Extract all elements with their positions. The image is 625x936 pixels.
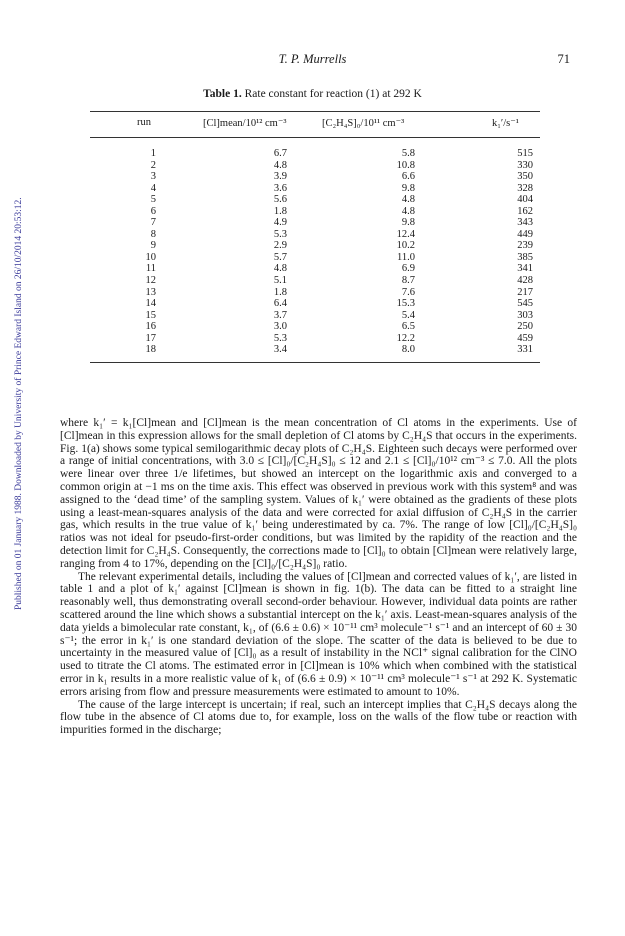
table-cell: 4.8 (273, 159, 287, 171)
table-title: Rate constant for reaction (1) at 292 K (244, 88, 422, 100)
table-row (90, 321, 540, 333)
paragraph: The cause of the large intercept is uncertain; if real, such an intercept implies that C₂H₄S decays along the flow tube in the absence of Cl atoms due to, for example, loss on the walls of the flow tube or reaction with impurities formed in the discharge; (60, 698, 577, 737)
table-cell: 303 (517, 309, 533, 321)
table-label: Table 1. (203, 88, 242, 100)
table-row (90, 287, 540, 299)
table-cell: 9 (150, 240, 156, 252)
table-cell: 350 (517, 171, 533, 183)
table-cell: 1 (150, 148, 156, 159)
download-notice (3, 50, 24, 610)
running-header-author: T. P. Murrells (278, 52, 347, 66)
table-cell: 162 (517, 205, 533, 217)
table-row (90, 333, 540, 345)
table-cell: 12.2 (396, 332, 415, 344)
table-cell: 3.4 (273, 344, 287, 356)
table-cell: 17 (145, 332, 156, 344)
table-row (90, 206, 540, 218)
table-body (90, 148, 540, 356)
table-cell: 428 (517, 275, 533, 287)
table-cell: 13 (145, 286, 156, 298)
table-row (90, 217, 540, 229)
table-cell: 6.6 (401, 171, 415, 183)
table-row (90, 310, 540, 322)
table-cell: 6.4 (273, 298, 287, 310)
table-row (90, 160, 540, 172)
table-cell: 3.6 (273, 182, 287, 194)
table-cell: 515 (517, 148, 533, 159)
table-cell: 2.9 (273, 240, 287, 252)
table-cell: 6.5 (401, 321, 415, 333)
table-cell: 250 (517, 321, 533, 333)
table-top-rule (90, 111, 540, 112)
table-cell: 341 (517, 263, 533, 275)
table-row (90, 252, 540, 264)
table-cell: 5.7 (273, 251, 287, 263)
table-cell: 6 (150, 205, 156, 217)
table-cell: 5.1 (273, 275, 287, 287)
table-bottom-rule (90, 362, 540, 363)
col-header-run: run (137, 117, 151, 128)
table-cell: 16 (145, 321, 156, 333)
table-cell: 1.8 (273, 286, 287, 298)
paragraph: The relevant experimental details, including the values of [Cl]mean and corrected values of k₁′, are listed in table 1 and a plot of k₁′ against [Cl]mean is shown in fig. 1(b). The data can be fitted to a straight line reasonably well, thus demonstrating overall second-order behaviour. However, individual data points are rather scattered around the line which shows a substantial intercept on the k₁′ axis. Least-mean-squares analysis of the data yields a bimolecular rate constant, k₁, of (6.6 ± 0.6) × 10⁻¹¹ cm³ molecule⁻¹ s⁻¹ and an intercept of 60 ± 30 s⁻¹; the error in k₁′ is one standard deviation of the slope. The scatter of the data is believed to be due to uncertainty in the measured value of [Cl]₀ as a result of instability in the NCl⁺ signal calibration for the ClNO used to titrate the Cl atoms. The estimated error in [Cl]mean is 10% which when combined with the statistical error in k₁ results in a more realistic value of k₁ of (6.6 ± 0.9) × 10⁻¹¹ cm³ molecule⁻¹ s⁻¹ at 292 K. Systematic errors arising from flow and pressure measurements were estimated to amount to 10%. (60, 570, 577, 698)
page-number: 71 (557, 52, 570, 66)
table-cell: 330 (517, 159, 533, 171)
table-row (90, 229, 540, 241)
table-cell: 11.0 (397, 251, 415, 263)
table-cell: 328 (517, 182, 533, 194)
table-cell: 3.7 (273, 309, 287, 321)
table-row (90, 148, 540, 160)
table-cell: 18 (145, 344, 156, 356)
table-cell: 3.9 (273, 171, 287, 183)
table-cell: 10 (145, 251, 156, 263)
table-cell: 5.4 (401, 309, 415, 321)
table-cell: 545 (517, 298, 533, 310)
col-header-cl-mean: [Cl]mean/10¹² cm⁻³ (203, 118, 287, 129)
table-row (90, 240, 540, 252)
table-cell: 12 (145, 275, 156, 287)
table-caption (0, 88, 625, 100)
table-cell: 3.0 (273, 321, 287, 333)
table-cell: 14 (145, 298, 156, 310)
table-cell: 10.8 (396, 159, 415, 171)
table-cell: 404 (517, 194, 533, 206)
table-cell: 12.4 (396, 228, 415, 240)
table-cell: 5.3 (273, 332, 287, 344)
table-cell: 7 (150, 217, 156, 229)
table-cell: 5.8 (401, 148, 415, 159)
paragraph: where k₁′ = k₁[Cl]mean and [Cl]mean is the mean concentration of Cl atoms in the experiments. Use of [Cl]mean in this expression allows for the small depletion of Cl atoms by C₂H₄S that occurs in the experiments. Fig. 1(a) shows some typical semilogarithmic decay plots of C₂H₄S. Eighteen such decays were performed over a range of initial concentrations, with 3.0 ≤ [Cl]₀/[C₂H₄S]₀ ≤ 12 and 2.1 ≤ [Cl]₀/10¹² cm⁻³ ≤ 7.0. All the plots were linear over three 1/e lifetimes, but showed an intercept on the logarithmic axis and converged to a common origin at −1 ms on the time axis. This effect was observed in previous work with this system⁸ and was assigned to the ‘dead time’ of the sampling system. Values of k₁′ were obtained as the gradients of these plots using a least-mean-squares analysis of the data and were corrected for axial diffusion of C₂H₄S in the carrier gas, which results in the true value of k₁′ being underestimated by ca. 7%. The range of low [Cl]₀/[C₂H₄S]₀ ratios was not ideal for pseudo-first-order conditions, but was limited by the rapidity of the reaction and the detection limit for C₂H₄S. Consequently, the corrections made to [Cl]₀ to obtain [Cl]mean were relatively large, ranging from 4 to 17%, depending on the [Cl]₀/[C₂H₄S]₀ ratio. (60, 417, 577, 570)
table-cell: 217 (517, 286, 533, 298)
table-cell: 10.2 (396, 240, 415, 252)
table-cell: 459 (517, 332, 533, 344)
download-notice-text: Published on 01 January 1988. Downloaded by University of Prince Edward Island on 26/10/2014 20:53:12. (14, 197, 24, 610)
body-text (60, 417, 577, 737)
table-cell: 4.8 (401, 205, 415, 217)
table-row (90, 275, 540, 287)
table-cell: 2 (150, 159, 156, 171)
table-cell: 9.8 (401, 217, 415, 229)
table-cell: 4 (150, 182, 156, 194)
table-row (90, 263, 540, 275)
table-cell: 239 (517, 240, 533, 252)
table-cell: 8.7 (401, 275, 415, 287)
table-header-rule (90, 137, 540, 138)
table-cell: 4.8 (273, 263, 287, 275)
table-cell: 5.6 (273, 194, 287, 206)
table-cell: 8.0 (401, 344, 415, 356)
table-cell: 3 (150, 171, 156, 183)
table-row (90, 298, 540, 310)
table-cell: 11 (145, 263, 156, 275)
table-cell: 8 (150, 228, 156, 240)
table-cell: 6.7 (273, 148, 287, 159)
table-cell: 449 (517, 228, 533, 240)
table-cell: 5 (150, 194, 156, 206)
table-cell: 343 (517, 217, 533, 229)
table-cell: 7.6 (401, 286, 415, 298)
table-row (90, 344, 540, 356)
table-cell: 9.8 (401, 182, 415, 194)
table-row (90, 183, 540, 195)
table-cell: 4.8 (401, 194, 415, 206)
table-cell: 1.8 (273, 205, 287, 217)
table-row (90, 171, 540, 183)
table-cell: 15.3 (396, 298, 415, 310)
table-cell: 15 (145, 309, 156, 321)
table-cell: 4.9 (273, 217, 287, 229)
table-cell: 331 (517, 344, 533, 356)
table-cell: 5.3 (273, 228, 287, 240)
col-header-c2h4s: [C₂H₄S]₀/10¹¹ cm⁻³ (322, 118, 405, 129)
table-cell: 6.9 (401, 263, 415, 275)
table-cell: 385 (517, 251, 533, 263)
col-header-k1: k₁′/s⁻¹ (492, 118, 519, 129)
table-row (90, 194, 540, 206)
